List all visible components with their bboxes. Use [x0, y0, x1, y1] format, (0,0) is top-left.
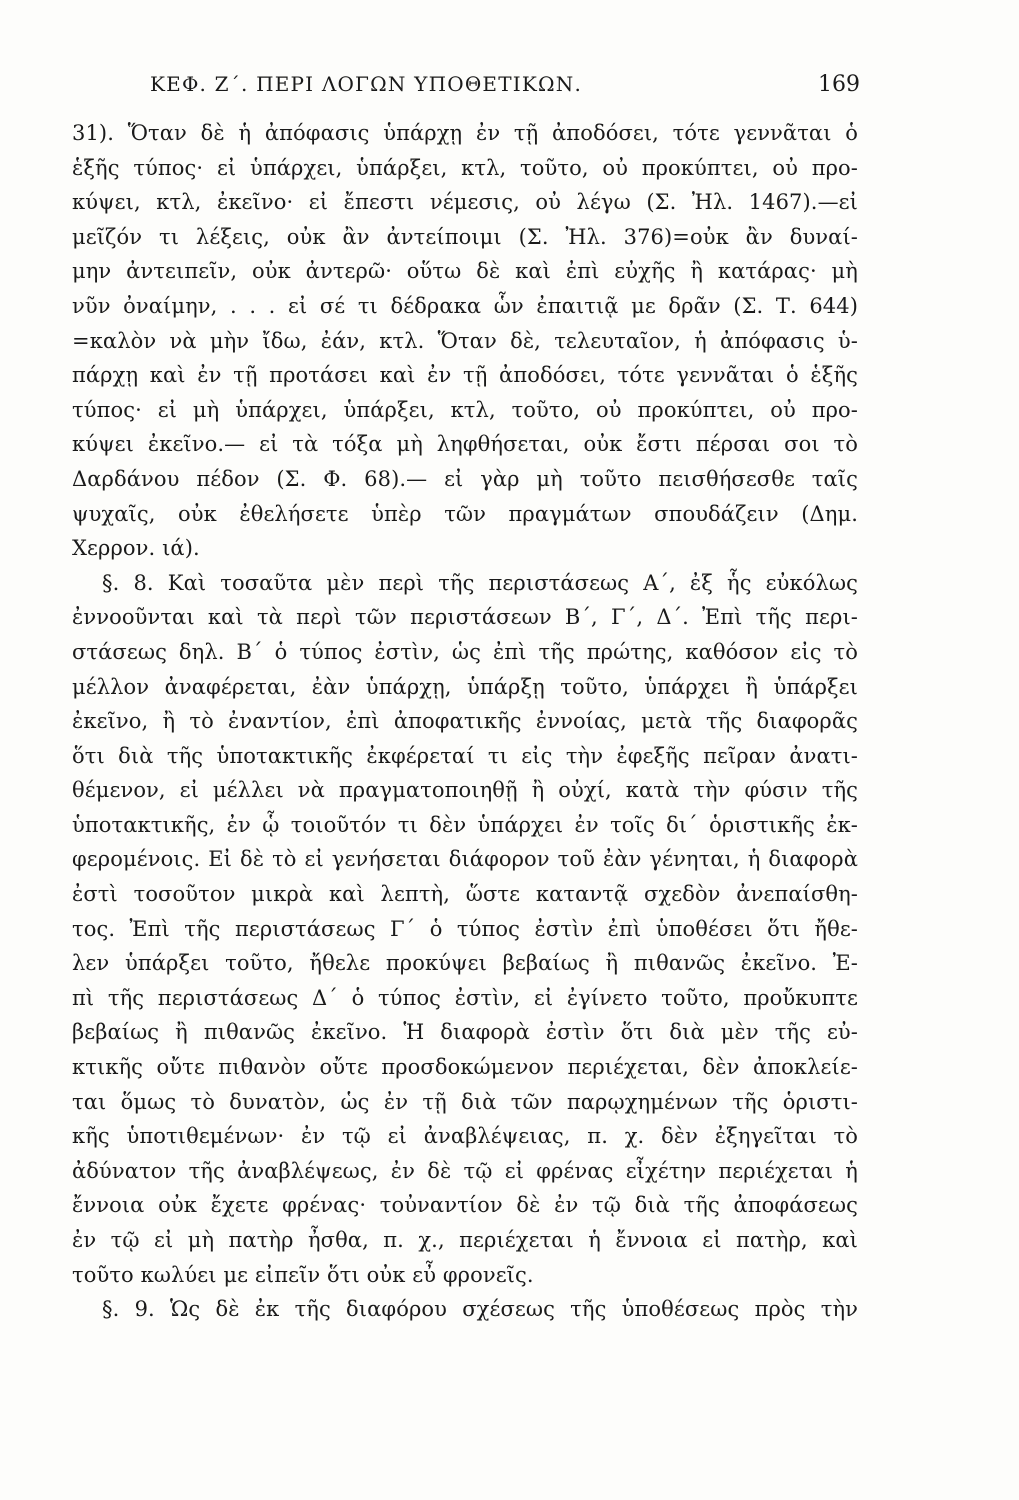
page-number: 169: [818, 72, 860, 97]
text-line: φερομένοις. Εἰ δὲ τὸ εἰ γενήσεται διάφορον τοῦ ἐὰν γένηται, ἡ διαφορὰ: [72, 847, 858, 872]
text-line: ψυχαῖς, οὐκ ἐθελήσετε ὑπὲρ τῶν πραγμάτων σπουδάζειν (Δημ.: [72, 501, 858, 526]
text-line: ἔννοια οὐκ ἔχετε φρένας· τοὐναντίον δὲ ἐν τῷ διὰ τῆς ἀποφάσεως: [72, 1193, 858, 1218]
text-line: 31). Ὅταν δὲ ἡ ἀπόφασις ὑπάρχῃ ἐν τῇ ἀποδόσει, τότε γεννᾶται ὁ: [72, 121, 858, 145]
text-line: ὅτι διὰ τῆς ὑποτακτικῆς ἐκφέρεταί τι εἰς τὴν ἐφεξῆς πεῖραν ἀνατι-: [72, 743, 858, 768]
text-line: θέμενον, εἰ μέλλει νὰ πραγματοποιηθῇ ἢ οὐχί, κατὰ τὴν φύσιν τῆς: [72, 778, 858, 803]
text-line: τύπος· εἰ μὴ ὑπάρχει, ὑπάρξει, κτλ, τοῦτο, οὐ προκύπτει, οὐ προ-: [72, 397, 858, 422]
text-line: κύψει ἐκεῖνο.— εἰ τὰ τόξα μὴ ληφθήσεται, οὐκ ἔστι πέρσαι σοι τὸ: [72, 432, 858, 457]
text-line: πὶ τῆς περιστάσεως Δ΄ ὁ τύπος ἐστὶν, εἰ ἐγίνετο τοῦτο, προὔκυπτε: [72, 985, 858, 1010]
section-9-start: §. 9. Ὡς δὲ ἐκ τῆς διαφόρου σχέσεως τῆς ὑποθέσεως πρὸς τὴν: [102, 1297, 858, 1322]
text-line: ται ὅμως τὸ δυνατὸν, ὡς ἐν τῇ διὰ τῶν παρῳχημένων τῆς ὁριστι-: [72, 1089, 858, 1114]
text-line: ἀδύνατον τῆς ἀναβλέψεως, ἐν δὲ τῷ εἰ φρένας εἶχέτην περιέχεται ἡ: [72, 1158, 858, 1183]
text-line: ἐννοοῦνται καὶ τὰ περὶ τῶν περιστάσεων Β΄, Γ΄, Δ΄. Ἐπὶ τῆς περι-: [72, 605, 858, 630]
text-line: ὑποτακτικῆς, ἐν ᾧ τοιοῦτόν τι δὲν ὑπάρχει ἐν τοῖς δι΄ ὁριστικῆς ἐκ-: [72, 812, 858, 837]
text-line: κῆς ὑποτιθεμένων· ἐν τῷ εἰ ἀναβλέψειας, π. χ. δὲν ἐξηγεῖται τὸ: [72, 1124, 858, 1149]
text-line: Δαρδάνου πέδον (Σ. Φ. 68).— εἰ γὰρ μὴ τοῦτο πεισθήσεσθε ταῖς: [72, 466, 858, 491]
text-line: ἐν τῷ εἰ μὴ πατὴρ ἦσθα, π. χ., περιέχεται ἡ ἔννοια εἰ πατὴρ, καὶ: [72, 1228, 858, 1252]
running-header: [150, 72, 860, 106]
text-line: μέλλον ἀναφέρεται, ἐὰν ὑπάρχῃ, ὑπάρξῃ τοῦτο, ὑπάρχει ἢ ὑπάρξει: [72, 674, 858, 699]
text-line: νῦν ὀναίμην, . . . εἰ σέ τι δέδρακα ὧν ἐπαιτιᾷ με δρᾶν (Σ. Τ. 644): [72, 293, 858, 318]
text-line: στάσεως δηλ. Β΄ ὁ τύπος ἐστὶν, ὡς ἐπὶ τῆς πρώτης, καθόσον εἰς τὸ: [72, 639, 858, 664]
body-text: [72, 116, 858, 1327]
chapter-title: ΚΕΦ. Ζ΄. ΠΕΡΙ ΛΟΓΩΝ ΥΠΟΘΕΤΙΚΩΝ.: [150, 72, 583, 96]
text-line: ἑξῆς τύπος· εἰ ὑπάρχει, ὑπάρξει, κτλ, τοῦτο, οὐ προκύπτει, οὐ προ-: [72, 155, 858, 180]
section-8-start: §. 8. Καὶ τοσαῦτα μὲν περὶ τῆς περιστάσεως Α΄, ἐξ ἧς εὐκόλως: [102, 570, 858, 595]
text-line: λεν ὑπάρξει τοῦτο, ἤθελε προκύψει βεβαίως ἢ πιθανῶς ἐκεῖνο. Ἐ-: [72, 951, 858, 976]
text-line: κύψει, κτλ, ἐκεῖνο· εἰ ἔπεστι νέμεσις, οὐ λέγω (Σ. Ἠλ. 1467).—εἰ: [72, 190, 858, 215]
text-line: βεβαίως ἢ πιθανῶς ἐκεῖνο. Ἡ διαφορὰ ἐστὶν ὅτι διὰ μὲν τῆς εὐ-: [72, 1020, 858, 1045]
text-line: τοῦτο κωλύει με εἰπεῖν ὅτι οὐκ εὖ φρονεῖς.: [72, 1262, 534, 1287]
text-line: μην ἀντειπεῖν, οὐκ ἀντερῶ· οὕτω δὲ καὶ ἐπὶ εὐχῆς ἢ κατάρας· μὴ: [72, 259, 858, 284]
text-line: ἐστὶ τοσοῦτον μικρὰ καὶ λεπτὴ, ὥστε καταντᾷ σχεδὸν ἀνεπαίσθη-: [72, 882, 858, 907]
text-line: Χερρον. ιά).: [72, 536, 200, 561]
text-line: πάρχῃ καὶ ἐν τῇ προτάσει καὶ ἐν τῇ ἀποδόσει, τότε γεννᾶται ὁ ἑξῆς: [72, 363, 858, 388]
text-line: μεῖζόν τι λέξεις, οὐκ ἂν ἀντείποιμι (Σ. Ἠλ. 376)=οὐκ ἂν δυναί-: [72, 224, 858, 249]
text-line: ἐκεῖνο, ἢ τὸ ἐναντίον, ἐπὶ ἀποφατικῆς ἐννοίας, μετὰ τῆς διαφορᾶς: [72, 709, 858, 734]
text-line: =καλὸν νὰ μὴν ἴδω, ἐάν, κτλ. Ὅταν δὲ, τελευταῖον, ἡ ἀπόφασις ὑ-: [72, 328, 858, 353]
text-line: κτικῆς οὔτε πιθανὸν οὔτε προσδοκώμενον περιέχεται, δὲν ἀποκλείε-: [72, 1055, 858, 1080]
text-line: τος. Ἐπὶ τῆς περιστάσεως Γ΄ ὁ τύπος ἐστὶν ἐπὶ ὑποθέσει ὅτι ἤθε-: [72, 916, 858, 941]
